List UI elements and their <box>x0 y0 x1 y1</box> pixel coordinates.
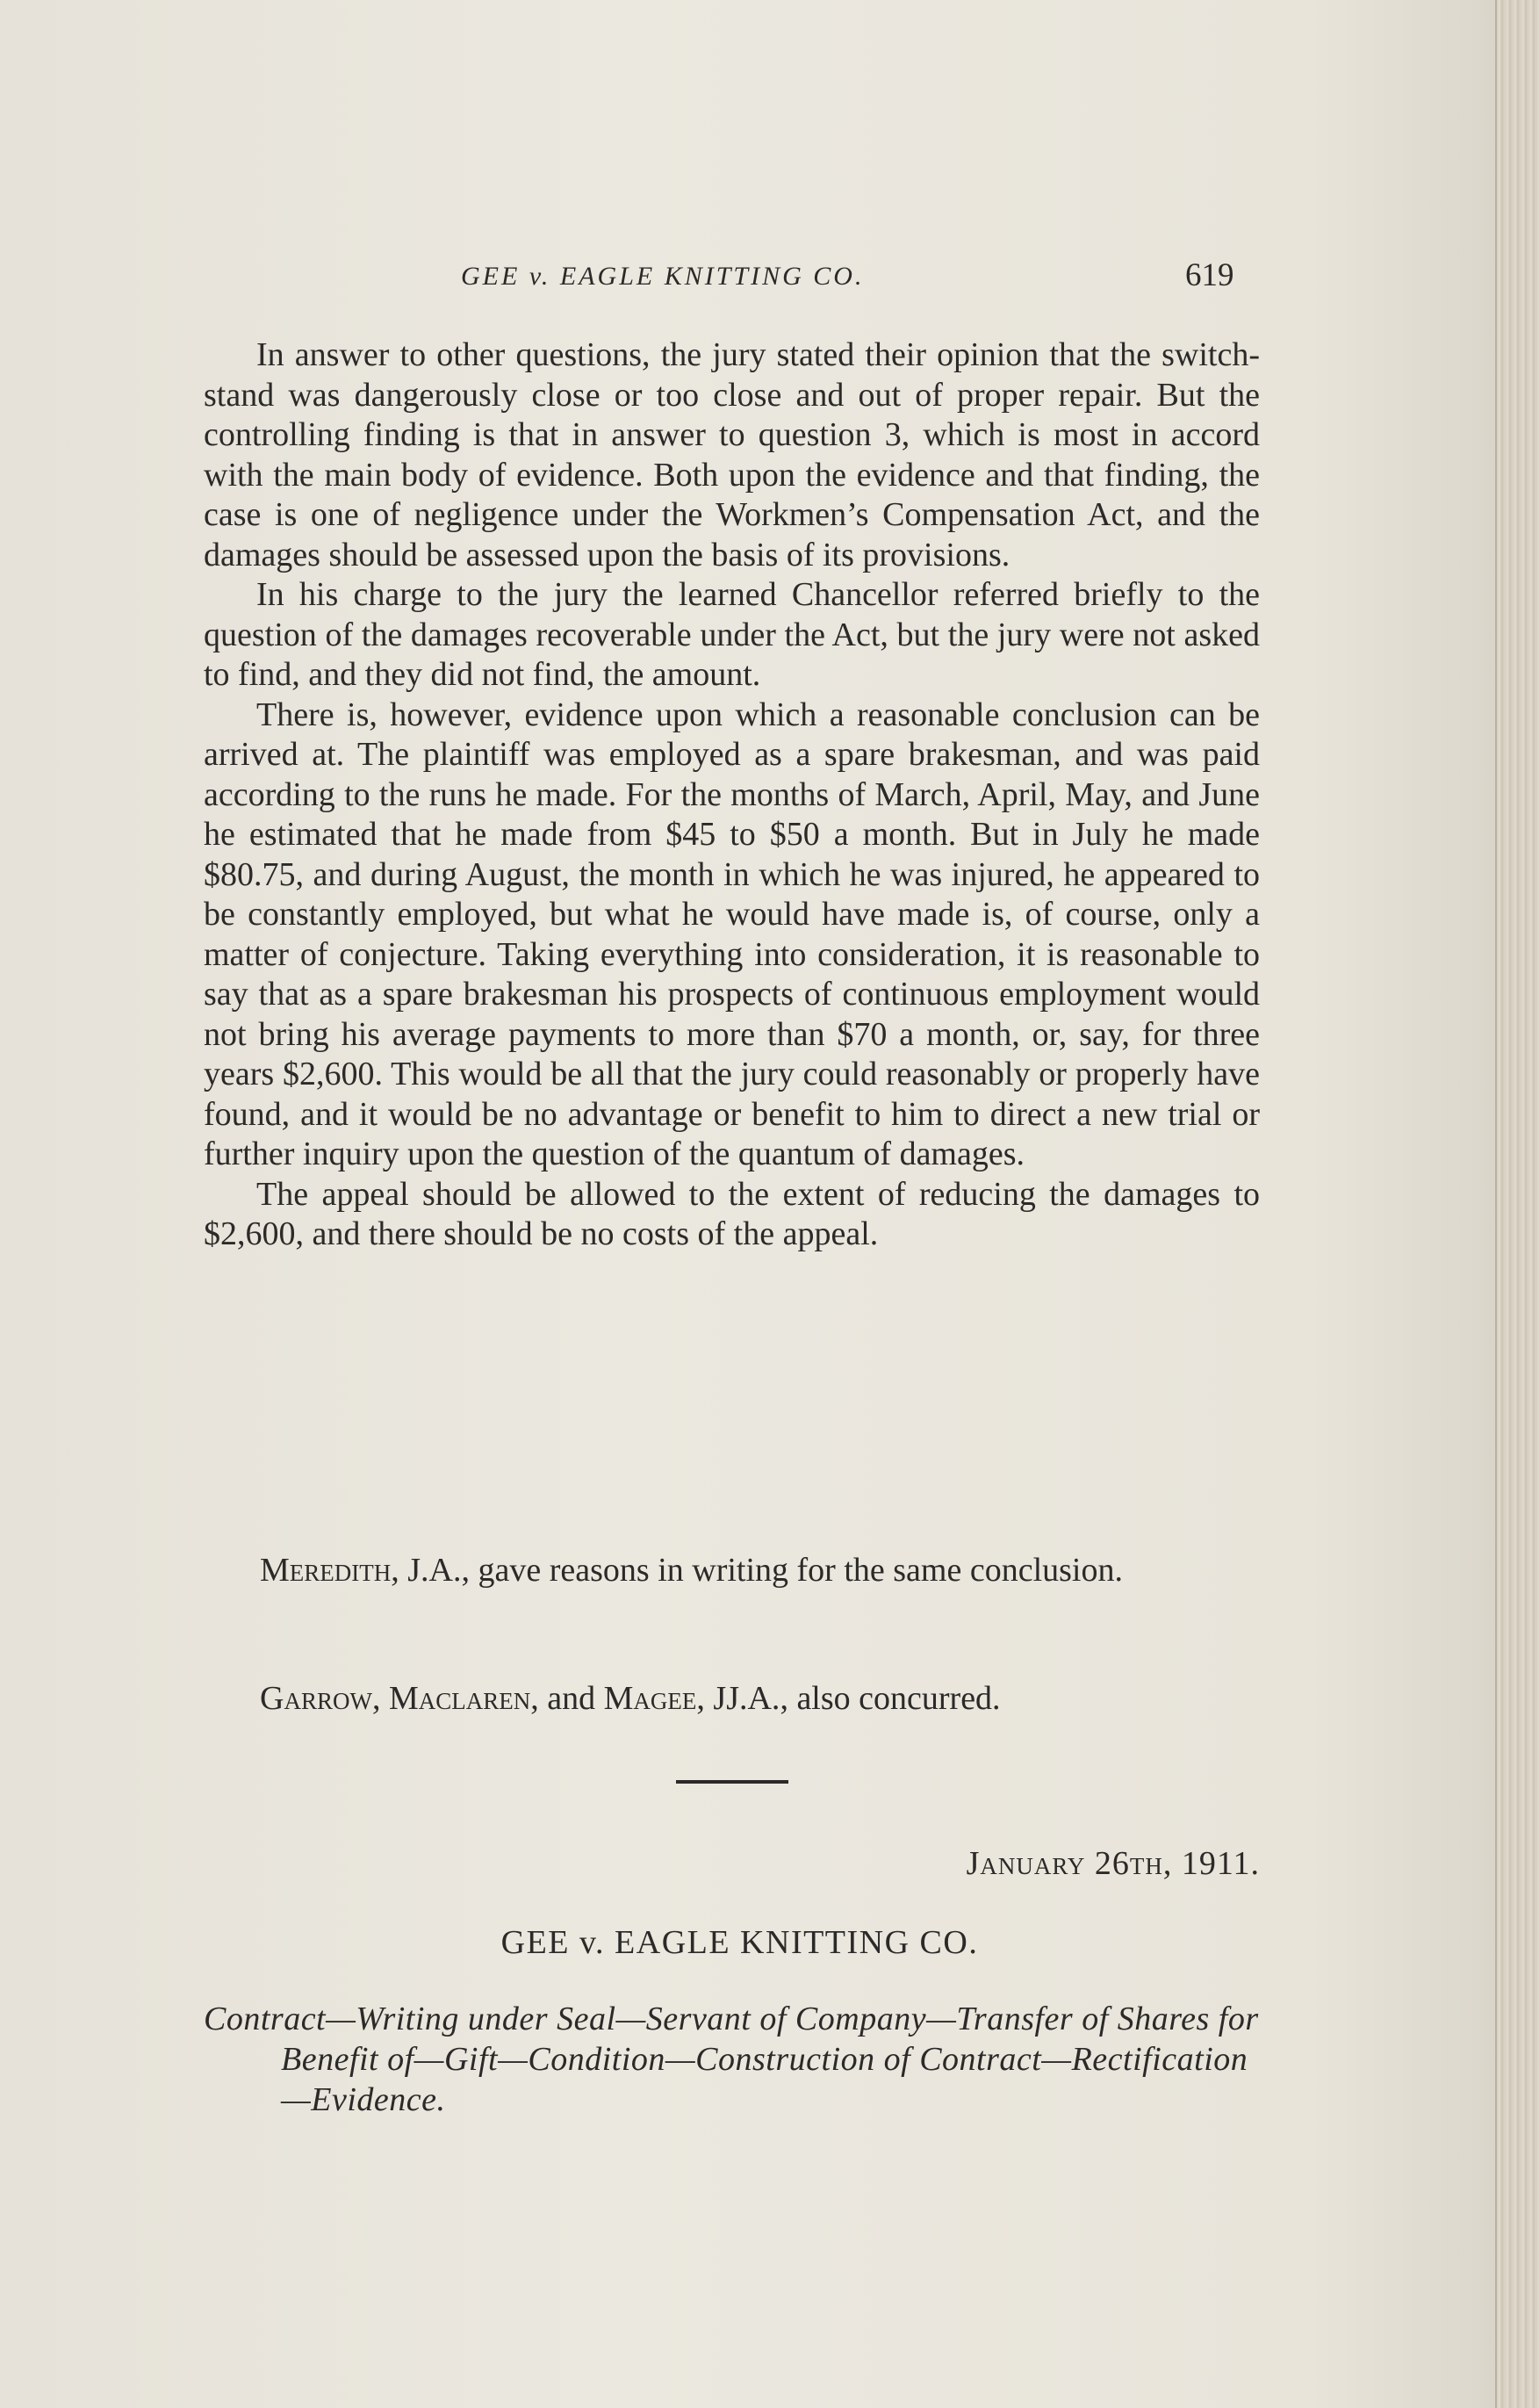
paragraph-1: In answer to other questions, the jury stated their opinion that the switch-stand was dangerously close or too close and out of proper repair. But the controlling finding is that in answer to question 3, which is most in accord with the main body of evidence. Both upon the evidence and that finding, the case is one of negligence under the Workmen’s Compensation Act, and the damages should be assessed upon the basis of its provisions. <box>204 336 1260 573</box>
concurrence-garrow-maclaren-magee <box>204 1679 1260 1719</box>
book-spine-edge <box>1495 0 1539 2408</box>
decision-date: January 26th, 1911. <box>966 1845 1260 1882</box>
judge-suffix: , JJ.A. <box>696 1680 780 1717</box>
concurrence-text: , also concurred. <box>780 1680 1001 1717</box>
opinion-body <box>204 335 1260 1255</box>
separator: , and <box>530 1680 604 1717</box>
judge-name: Garrow <box>260 1680 372 1717</box>
running-head <box>0 256 1539 299</box>
separator: , <box>371 1680 389 1717</box>
judge-name: Magee <box>603 1680 697 1717</box>
running-head-title: GEE v. EAGLE KNITTING CO. <box>461 262 865 291</box>
concurrence-meredith <box>204 1551 1260 1591</box>
paragraph-3: There is, however, evidence upon which a reasonable conclusion can be arrived at. The plaintiff was employed as a spare brakesman, and was paid according to the runs he made. For the months of March, April, May, and June he estimated that he made from $45 to $50 a month. But in July he made $80.75, and during August, the month in which he was injured, he appeared to be constantly employed, but what he would have made is, of course, only a matter of conjecture. Taking everything into consideration, it is reasonable to say that as a spare brakesman his prospects of continuous employment would not bring his average payments to more than $70 a month, or, say, for three years $2,600. This would be all that the jury could reasonably or properly have found, and it would be no advantage or benefit to him to direct a new trial or further inquiry upon the question of the quantum of damages. <box>204 696 1260 1172</box>
section-divider-rule <box>676 1780 788 1784</box>
page-number: 619 <box>1185 257 1234 293</box>
case-title: GEE v. EAGLE KNITTING CO. <box>500 1924 979 1961</box>
judge-name: Meredith, J.A. <box>260 1552 462 1589</box>
paragraph-2: In his charge to the jury the learned Chancellor referred briefly to the question of the damages recoverable under the Act, but the jury were not asked to find, and they did not find, the amount. <box>204 576 1260 693</box>
paragraph-4: The appeal should be allowed to the extent of reducing the damages to $2,600, and there should be no costs of the appeal. <box>204 1175 1260 1252</box>
judge-name: Maclaren <box>388 1680 531 1717</box>
case-headnote: Contract—Writing under Seal—Servant of Company—Transfer of Shares for Benefit of—Gift—Condition—Construction of Contract—Rectification—Evidence. <box>204 2001 1259 2118</box>
concurrence-text: , gave reasons in writing for the same conclusion. <box>461 1552 1123 1589</box>
